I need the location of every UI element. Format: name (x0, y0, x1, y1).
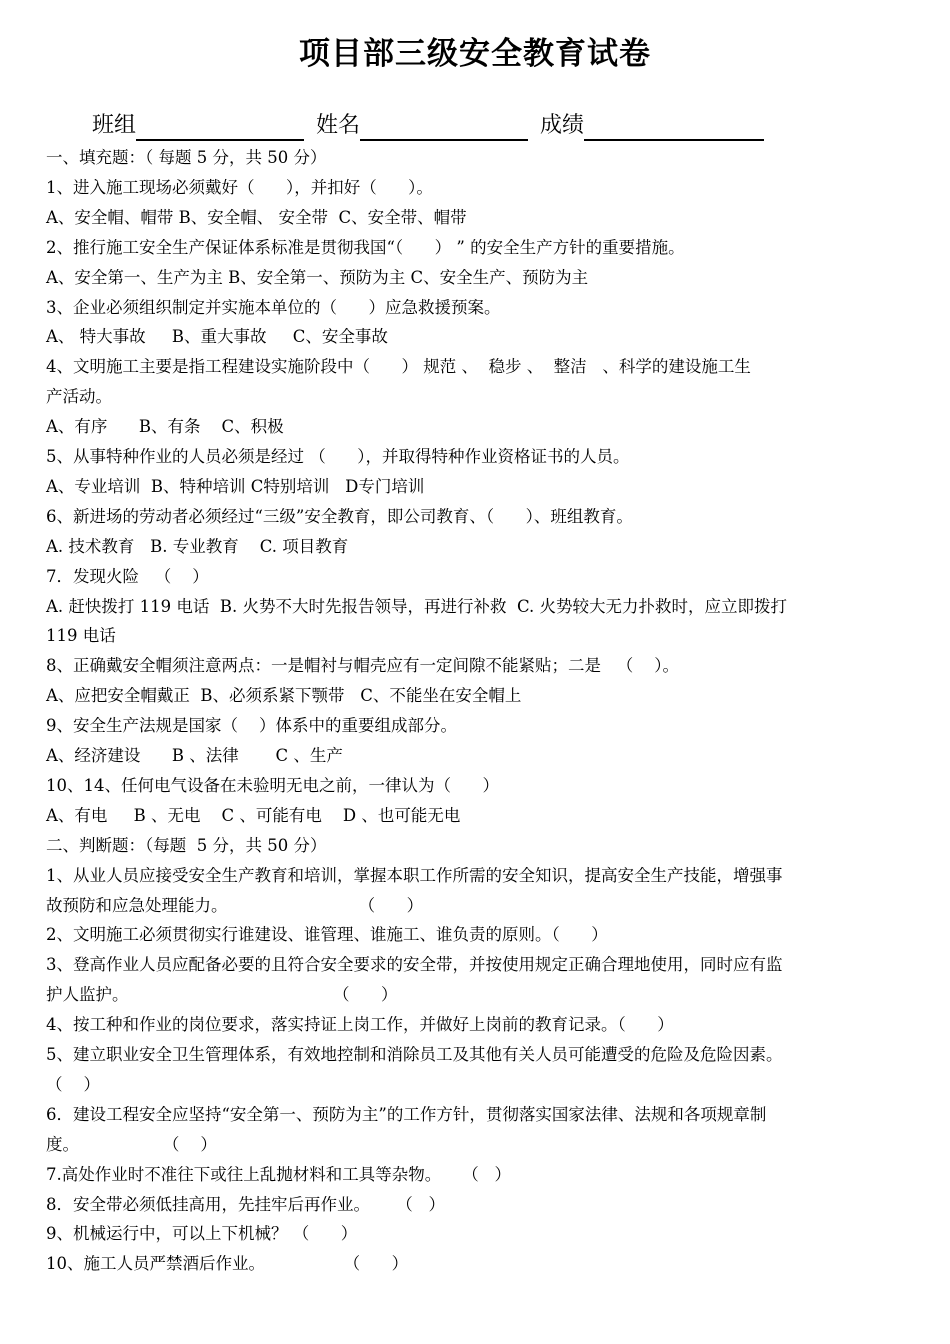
exam-line: A、安全帽、帽带 B、安全帽、 安全带 C、安全带、帽带 (46, 207, 467, 227)
exam-line: A、应把安全帽戴正 B、必须系紧下颚带 C、不能坐在安全帽上 (46, 686, 522, 706)
exam-line: 3、登高作业人员应配备必要的且符合安全要求的安全带，并按使用规定正确合理地使用，同时应有监 (46, 955, 783, 975)
exam-line: A. 赶快拨打 119 电话 B. 火势不大时先报告领导，再进行补救 C. 火势较大无力扑救时，应立即拨打 (46, 596, 788, 616)
exam-line: 10、施工人员严禁酒后作业。 （ ） (46, 1254, 409, 1274)
exam-line: A、有序 B、有条 C、积极 (46, 417, 284, 437)
exam-line: A、有电 B 、无电 C 、可能有电 D 、也可能无电 (46, 805, 461, 825)
exam-header (92, 107, 764, 141)
exam-line: 5、从事特种作业的人员必须是经过 （ ），并取得特种作业资格证书的人员。 (46, 447, 630, 466)
exam-line: A、经济建设 B 、法律 C 、生产 (46, 746, 343, 765)
team-blank[interactable] (136, 109, 304, 141)
exam-line: 119 电话 (46, 626, 116, 646)
exam-line: 10、14、任何电气设备在未验明无电之前，一律认为（ ） (46, 775, 499, 795)
exam-line: 产活动。 (46, 387, 112, 407)
exam-line: 9、机械运行中，可以上下机械？ （ ） (46, 1224, 358, 1244)
exam-line: 2、推行施工安全生产保证体系标准是贯彻我国“（ ） ” 的安全生产方针的重要措施。 (46, 237, 685, 257)
exam-line: 6、新进场的劳动者必须经过“三级”安全教育，即公司教育、（ ）、班组教育。 (46, 506, 633, 526)
exam-line: 3、企业必须组织制定并实施本单位的（ ）应急救援预案。 (46, 297, 501, 317)
exam-line: A、安全第一、生产为主 B、安全第一、预防为主 C、安全生产、预防为主 (46, 267, 589, 287)
exam-line: （ ） (46, 1074, 100, 1094)
exam-line: 二、判断题：（每题 5 分，共 50 分） (46, 835, 327, 855)
exam-line: 1、从业人员应接受安全生产教育和培训，掌握本职工作所需的安全知识，提高安全生产技能，增强事 (46, 865, 783, 885)
score-blank[interactable] (584, 109, 764, 141)
exam-line: 2、文明施工必须贯彻实行谁建设、谁管理、谁施工、谁负责的原则。（ ） (46, 925, 608, 945)
exam-line: 护人监护。 （ ） (46, 985, 398, 1005)
exam-line: 8、正确戴安全帽须注意两点：一是帽衬与帽壳应有一定间隙不能紧贴；二是 （ ）。 (46, 656, 679, 676)
exam-line: A、专业培训 B、特种培训 C特别培训 D专门培训 (46, 476, 425, 496)
exam-line: 5、建立职业安全卫生管理体系，有效地控制和消除员工及其他有关人员可能遭受的危险及危险因素。 (46, 1045, 783, 1064)
exam-line: 一、填充题：（ 每题 5 分，共 50 分） (46, 148, 327, 167)
exam-line: A. 技术教育 B. 专业教育 C. 项目教育 (46, 536, 349, 556)
exam-line: 4、文明施工主要是指工程建设实施阶段中（ ） 规范 、 稳步 、 整洁 、科学的建设施工生 (46, 357, 751, 377)
exam-title: 项目部三级安全教育试卷 (299, 36, 651, 72)
exam-line: A、 特大事故 B、重大事故 C、安全事故 (46, 327, 388, 347)
exam-line: 8．安全带必须低挂高用，先挂牢后再作业。 （ ） (46, 1194, 445, 1214)
exam-line: 7.高处作业时不准往下或往上乱抛材料和工具等杂物。 （ ） (46, 1164, 511, 1184)
team-label: 班组 (92, 113, 137, 138)
name-label: 姓名 (316, 113, 361, 138)
exam-line: 6．建设工程安全应坚持“安全第一、预防为主”的工作方针，贯彻落实国家法律、法规和各项规章制 (46, 1104, 767, 1124)
exam-line: 度。 （ ） (46, 1134, 217, 1154)
exam-line: 4、按工种和作业的岗位要求，落实持证上岗工作，并做好上岗前的教育记录。（ ） (46, 1015, 674, 1035)
exam-line: 1、进入施工现场必须戴好（ ），并扣好（ ）。 (46, 177, 433, 197)
name-blank[interactable] (360, 109, 528, 141)
exam-line: 7．发现火险 （ ） (46, 566, 209, 586)
exam-line: 9、安全生产法规是国家（ ）体系中的重要组成部分。 (46, 716, 457, 736)
score-label: 成绩 (540, 113, 585, 138)
exam-line: 故预防和应急处理能力。 （ ） (46, 895, 424, 915)
